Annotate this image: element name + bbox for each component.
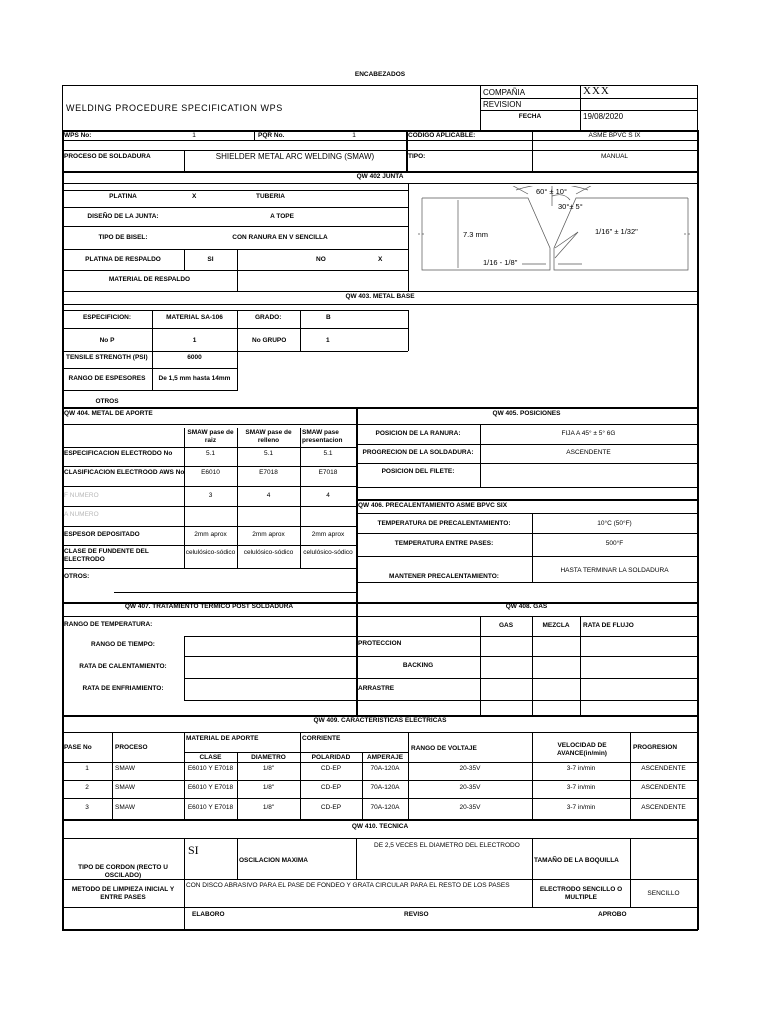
row1-amperaje: 70A-120A (370, 765, 400, 772)
progrecion-value: ASCENDENTE (566, 449, 611, 456)
rata-flujo-label: RATA DE FLUJO (583, 622, 634, 629)
row3-polaridad: CD-EP (320, 804, 342, 811)
joint-drawing (418, 186, 693, 286)
qw409-title: QW 409. CARACTERISTICAS ELECTRICAS (313, 717, 447, 724)
col-raiz-header: SMAW pase de raiz (187, 429, 234, 444)
wps-no-value: 1 (192, 132, 196, 139)
joint-root-face: 1/16" ± 1/32" (595, 227, 638, 236)
row2-diametro: 1/8" (262, 784, 275, 791)
row3-velocidad: 3-7 in/min (566, 804, 596, 811)
diseno-label: DISEÑO DE LA JUNTA: (87, 213, 159, 220)
qw405-title: QW 405. POSICIONES (492, 410, 561, 417)
clasif-relleno: E7018 (259, 469, 278, 476)
rango-espesores-value: De 1,5 mm hasta 14mm (158, 375, 231, 382)
codigo-label: CODIGO APLICABLE: (408, 132, 476, 139)
row3-clase: E6010 Y E7018 (187, 804, 234, 811)
fnumero-presentacion: 4 (326, 492, 330, 499)
encabezados-label: ENCABEZADOS (354, 71, 406, 78)
arrastre-label: ARRASTRE (358, 685, 395, 692)
row3-pase: 3 (85, 804, 89, 811)
col-relleno-header: SMAW pase de relleno (245, 429, 292, 444)
espesor-label: ESPESOR DEPOSITADO (64, 531, 140, 538)
clasif-label: CLASIFICACION ELECTROOD AWS No (64, 469, 185, 476)
row1-pase: 1 (85, 765, 89, 772)
platina-value: X (192, 193, 197, 200)
joint-angle-half: 30°± 5° (558, 202, 583, 211)
row2-amperaje: 70A-120A (370, 784, 400, 791)
espesor-relleno: 2mm aprox (252, 531, 285, 538)
limpieza-value: CON DISCO ABRASIVO PARA EL PASE DE FONDEO Y GRATA CIRCULAR PARA EL RESTO DE LOS PASES (186, 882, 510, 889)
entre-pases-value: 500°F (605, 540, 624, 547)
qw410-title: QW 410. TECNICA (351, 823, 409, 830)
nogrupo-label: No GRUPO (252, 337, 287, 344)
respaldo-no: NO (316, 256, 326, 263)
bisel-value: CON RANURA EN V SENCILLA (232, 234, 328, 241)
rango-tiempo-label: RANGO DE TIEMPO: (91, 641, 155, 648)
material-respaldo-label: MATERIAL DE RESPALDO (108, 276, 191, 283)
clase-header: CLASE (199, 754, 222, 761)
col-presentacion-header: SMAW pase presentacion (302, 429, 343, 444)
fnumero-relleno: 4 (266, 492, 271, 499)
pase-no-header: PASE No (64, 744, 92, 751)
row2-proceso: SMAW (115, 784, 135, 791)
nop-value: 1 (192, 337, 197, 344)
backing-label: BACKING (402, 662, 434, 669)
grado-label: GRADO: (255, 314, 282, 321)
rango-temp-label: RANGO DE TEMPERATURA: (64, 621, 153, 628)
tensile-label: TENSILE STRENGTH (PSI) (66, 354, 148, 361)
clasif-presentacion: E7018 (318, 469, 338, 476)
wps-no-label: WPS No: (64, 132, 92, 139)
mezcla-label: MEZCLA (542, 622, 570, 629)
clasif-raiz: E6010 (201, 469, 220, 476)
row1-proceso: SMAW (115, 765, 135, 772)
otros-aporte-label: OTROS: (64, 573, 90, 580)
row1-diametro: 1/8" (262, 765, 275, 772)
respaldo-si: SI (207, 256, 214, 263)
row3-proceso: SMAW (115, 804, 135, 811)
precal-temp-label: TEMPERATURA DE PRECALENTAMIENTO: (377, 520, 511, 527)
codigo-value: ASME BPVC S IX (588, 132, 641, 139)
document-title: WELDING PROCEDURE SPECIFICATION WPS (66, 103, 283, 113)
proceso-value: SHIELDER METAL ARC WELDING (SMAW) (215, 152, 375, 161)
row3-amperaje: 70A-120A (370, 804, 400, 811)
row2-velocidad: 3-7 in/min (566, 784, 596, 791)
especificacion-value: MATERIAL SA-106 (166, 314, 223, 321)
anumero-label: A NUMERO (64, 511, 99, 518)
espesor-presentacion: 2mm aprox (311, 531, 345, 538)
proteccion-label: PROTECCION (358, 640, 402, 647)
joint-angle-top: 60° ± 10° (536, 187, 567, 196)
rata-enf-label: RATA DE ENFRIAMIENTO: (82, 685, 164, 692)
esp-electrodo-raiz: 5.1 (205, 450, 216, 457)
row2-progresion: ASCENDENTE (641, 784, 686, 791)
amperaje-header: AMPERAJE (366, 754, 404, 761)
proceso-header: PROCESO (115, 744, 148, 751)
row1-progresion: ASCENDENTE (641, 765, 686, 772)
tipo-cordon-value: SI (188, 843, 199, 857)
rango-espesores-label: RANGO DE ESPESORES (68, 375, 146, 382)
corriente-header: CORRIENTE (302, 735, 341, 742)
platina-label: PLATINA (109, 193, 137, 200)
row2-clase: E6010 Y E7018 (187, 784, 234, 791)
qw408-title: QW 408. GAS (505, 603, 548, 610)
diseno-value: A TOPE (270, 213, 294, 220)
esp-electrodo-relleno: 5.1 (263, 450, 274, 457)
fnumero-label: F NUMERO (64, 492, 99, 499)
fecha-label: FECHA (518, 113, 542, 120)
fecha-value: 19/08/2020 (583, 112, 624, 121)
diametro-header: DIAMETRO (251, 754, 286, 761)
row2-voltaje: 20-35V (459, 784, 481, 791)
boquilla-label: TAMAÑO DE LA BOQUILLA (534, 857, 619, 864)
bisel-label: TIPO DE BISEL: (98, 234, 148, 241)
entre-pases-label: TEMPERATURA ENTRE PASES: (394, 540, 494, 547)
revision-label: REVISION (483, 100, 522, 109)
reviso-label: REVISO (404, 911, 429, 918)
aprobo-label: APROBO (598, 911, 627, 918)
row1-polaridad: CD-EP (320, 765, 342, 772)
especificacion-label: ESPECIFICION: (82, 314, 132, 321)
respaldo-x: X (378, 256, 383, 263)
row3-progresion: ASCENDENTE (641, 804, 686, 811)
row1-voltaje: 20-35V (459, 765, 481, 772)
tipo-cordon-label: TIPO DE CORDON (RECTO U OSCILADO) (78, 864, 168, 879)
row1-velocidad: 3-7 in/min (566, 765, 596, 772)
mantener-label: MANTENER PRECALENTAMIENTO: (389, 573, 499, 580)
velocidad-header: VELOCIDAD DE AVANCE(in/min) (557, 742, 607, 757)
proceso-label: PROCESO DE SOLDADURA (64, 153, 151, 160)
joint-gap: 1/16 - 1/8" (483, 258, 518, 267)
filete-label: POSICION DEL FILETE: (381, 468, 455, 475)
otros-base-label: OTROS (95, 398, 119, 405)
fnumero-raiz: 3 (208, 492, 213, 499)
respaldo-label: PLATINA DE RESPALDO (85, 256, 161, 263)
qw407-title: QW 407. TRATAMIENTO TERMICO POST SOLDADURA (124, 603, 294, 610)
electrodo-label: ELECTRODO SENCILLO O MULTIPLE (539, 886, 623, 901)
grado-value: B (326, 314, 331, 321)
limpieza-label: METODO DE LIMPIEZA INICIAL Y ENTRE PASES (71, 886, 175, 901)
compania-label: COMPAÑIA (483, 88, 526, 97)
qw406-title: QW 406. PRECALENTAMIENTO ASME BPVC SIX (358, 502, 508, 509)
mantener-value: HASTA TERMINAR LA SOLDADURA (560, 567, 669, 574)
tipo-label: TIPO: (408, 153, 426, 160)
row2-polaridad: CD-EP (320, 784, 342, 791)
esp-electrodo-presentacion: 5.1 (323, 450, 333, 457)
fundente-relleno: celulósico-sódico (243, 549, 294, 556)
qw402-title: QW 402 JUNTA (356, 173, 404, 180)
precal-temp-value: 10°C (50°F) (597, 520, 632, 527)
nogrupo-value: 1 (326, 337, 330, 344)
fundente-label: CLASE DE FUNDENTE DEL ELECTRODO (64, 548, 149, 563)
pqr-no-label: PQR No. (258, 132, 285, 139)
qw404-title: QW 404. METAL DE APORTE (64, 410, 153, 417)
material-aporte-header: MATERIAL DE APORTE (186, 735, 259, 742)
elaboro-label: ELABORO (192, 911, 225, 918)
fundente-raiz: celulósico-sódico (185, 549, 236, 556)
oscilacion-label: OSCILACION MAXIMA (239, 857, 308, 864)
tuberia-label: TUBERIA (256, 193, 285, 200)
tipo-value: MANUAL (600, 153, 629, 160)
ranura-label: POSICION DE LA RANURA: (375, 430, 461, 437)
fundente-presentacion: celulósico-sódico (303, 549, 353, 556)
row3-voltaje: 20-35V (459, 804, 481, 811)
row2-pase: 2 (85, 784, 89, 791)
row1-clase: E6010 Y E7018 (187, 765, 234, 772)
progrecion-label: PROGRECION DE LA SOLDADURA: (362, 449, 474, 456)
qw403-title: QW 403. METAL BASE (345, 293, 415, 300)
gas-label: GAS (498, 622, 514, 629)
electrodo-value: SENCILLO (647, 890, 680, 897)
row3-diametro: 1/8" (262, 804, 275, 811)
esp-electrodo-label: ESPECIFICACION ELECTRODO No (64, 450, 173, 457)
espesor-raiz: 2mm aprox (194, 531, 227, 538)
nop-label: No P (99, 337, 115, 344)
ranura-value: FIJA A 45° ± 5° 6G (561, 430, 616, 437)
rata-cal-label: RATA DE CALENTAMIENTO: (79, 663, 167, 670)
pqr-no-value: 1 (352, 132, 356, 139)
tensile-value: 6000 (187, 354, 202, 361)
progresion-header: PROGRESION (633, 744, 678, 751)
rango-voltaje-header: RANGO DE VOLTAJE (411, 745, 477, 752)
joint-thickness: 7.3 mm (463, 230, 489, 239)
oscilacion-value: DE 2,5 VECES EL DIAMETRO DEL ELECTRODO (374, 842, 520, 849)
polaridad-header: POLARIDAD (311, 754, 351, 761)
compania-value: XXX (583, 85, 610, 97)
